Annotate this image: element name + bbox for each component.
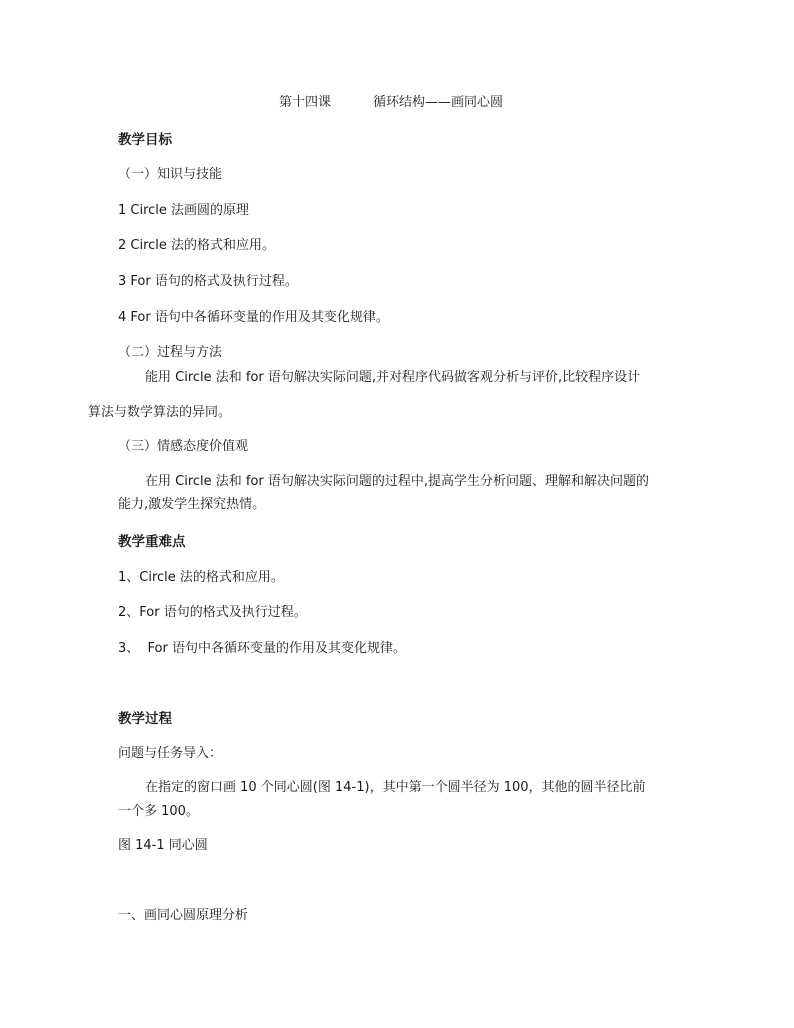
key-point-3: 3、 For 语句中各循环变量的作用及其变化规律。 xyxy=(118,641,406,656)
task-paragraph-line1: 在指定的窗口画 10 个同心圆(图 14-1)，其中第一个圆半径为 100，其他的圆半径比前 xyxy=(145,780,646,795)
objective-item-4: 4 For 语句中各循环变量的作用及其变化规律。 xyxy=(118,310,389,325)
objectives-section2-label: （二）过程与方法 xyxy=(118,345,223,360)
process-intro-label: 问题与任务导入： xyxy=(118,746,223,761)
task-paragraph-line2: 一个多 100。 xyxy=(118,804,199,819)
section2-paragraph-line1: 能用 Circle 法和 for 语句解决实际问题,并对程序代码做客观分析与评价,比较程序设计 xyxy=(145,370,641,385)
lesson-topic: 循环结构——画同心圆 xyxy=(373,95,504,110)
key-point-2: 2、For 语句的格式及执行过程。 xyxy=(118,605,307,620)
objectives-section1-label: （一）知识与技能 xyxy=(118,167,223,182)
section-heading-principle: 一、画同心圆原理分析 xyxy=(118,908,249,923)
page-title xyxy=(279,94,503,112)
figure-caption: 图 14-1 同心圆 xyxy=(118,838,208,853)
objective-item-1: 1 Circle 法画圆的原理 xyxy=(118,203,250,218)
objective-item-2: 2 Circle 法的格式和应用。 xyxy=(118,238,276,253)
objectives-heading: 教学目标 xyxy=(118,132,172,148)
key-point-1: 1、Circle 法的格式和应用。 xyxy=(118,570,284,585)
process-heading: 教学过程 xyxy=(118,711,172,727)
section2-paragraph-line2: 算法与数学算法的异同。 xyxy=(88,405,232,420)
key-points-heading: 教学重难点 xyxy=(118,534,186,550)
section3-paragraph-line2: 能力,激发学生探究热情。 xyxy=(118,497,266,512)
objective-item-3: 3 For 语句的格式及执行过程。 xyxy=(118,274,298,289)
lesson-number: 第十四课 xyxy=(279,95,332,110)
section3-paragraph-line1: 在用 Circle 法和 for 语句解决实际问题的过程中,提高学生分析问题、理解和解决问题的 xyxy=(145,474,650,489)
objectives-section3-label: （三）情感态度价值观 xyxy=(118,439,249,454)
